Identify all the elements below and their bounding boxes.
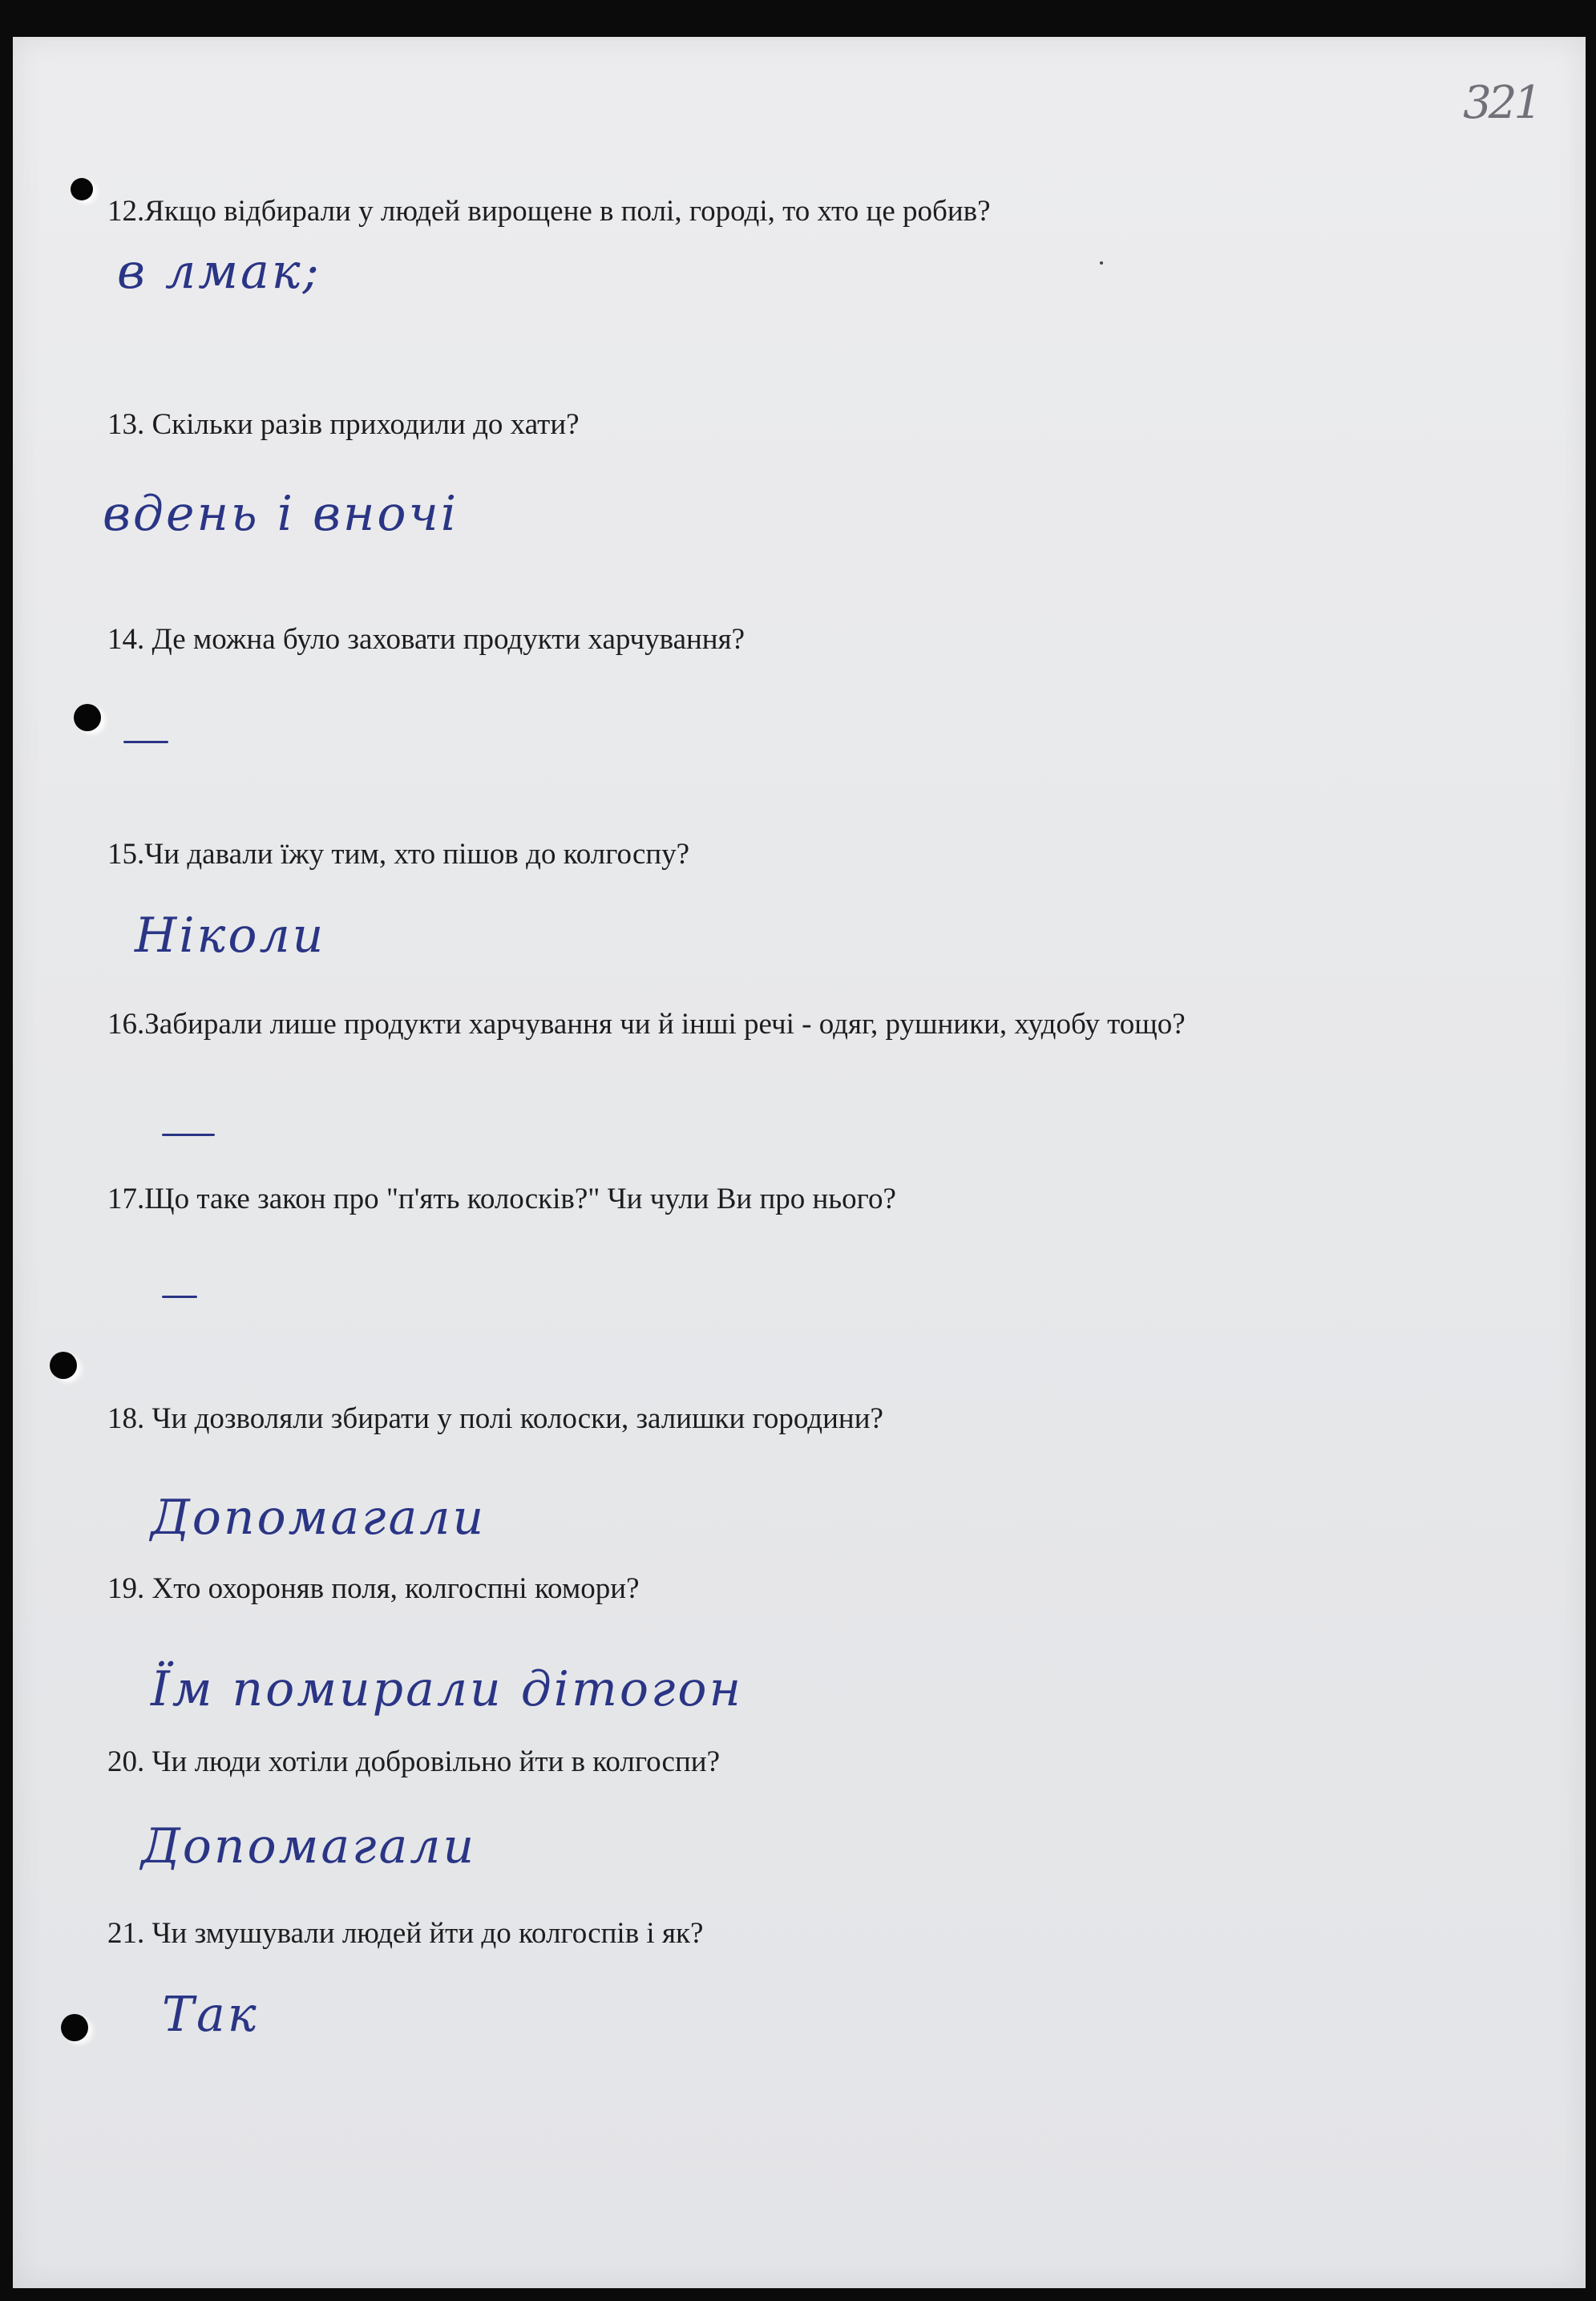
- question-16: 16.Забирали лише продукти харчування чи й інші речі - одяг, рушники, худобу тощо?: [107, 1008, 1186, 1041]
- ink-speck: [1100, 261, 1103, 265]
- punch-hole: [74, 704, 101, 731]
- question-12: 12.Якщо відбирали у людей вирощене в полі, городі, то хто це робив?: [107, 195, 991, 228]
- answer-17-dash: [162, 1296, 197, 1298]
- answer-12: в лмак;: [117, 244, 321, 300]
- answer-19: Їм помирали дітогон: [151, 1661, 743, 1717]
- punch-hole: [50, 1352, 77, 1379]
- answer-15: Ніколи: [135, 908, 326, 964]
- punch-hole: [71, 178, 93, 200]
- question-15: 15.Чи давали їжу тим, хто пішов до колгоспу?: [107, 838, 690, 871]
- question-19: 19. Хто охороняв поля, колгоспні комори?: [107, 1572, 640, 1605]
- punch-hole: [61, 2014, 88, 2041]
- answer-20: Допомагали: [141, 1818, 477, 1874]
- question-21: 21. Чи змушували людей йти до колгоспів і як?: [107, 1917, 704, 1950]
- answer-21: Так: [162, 1987, 259, 2043]
- answer-16-dash: [162, 1134, 215, 1136]
- answer-13: вдень і вночі: [103, 486, 459, 542]
- question-13: 13. Скільки разів приходили до хати?: [107, 408, 580, 441]
- question-18: 18. Чи дозволяли збирати у полі колоски, залишки городини?: [107, 1402, 883, 1435]
- document-page: [13, 37, 1586, 2288]
- question-20: 20. Чи люди хотіли добровільно йти в колгоспи?: [107, 1745, 720, 1778]
- question-17: 17.Що таке закон про "п'ять колосків?" Чи чули Ви про нього?: [107, 1183, 896, 1215]
- question-14: 14. Де можна було заховати продукти харчування?: [107, 623, 745, 656]
- page-number: 321: [1463, 77, 1539, 129]
- answer-18: Допомагали: [151, 1490, 487, 1546]
- answer-14-dash: [123, 741, 168, 743]
